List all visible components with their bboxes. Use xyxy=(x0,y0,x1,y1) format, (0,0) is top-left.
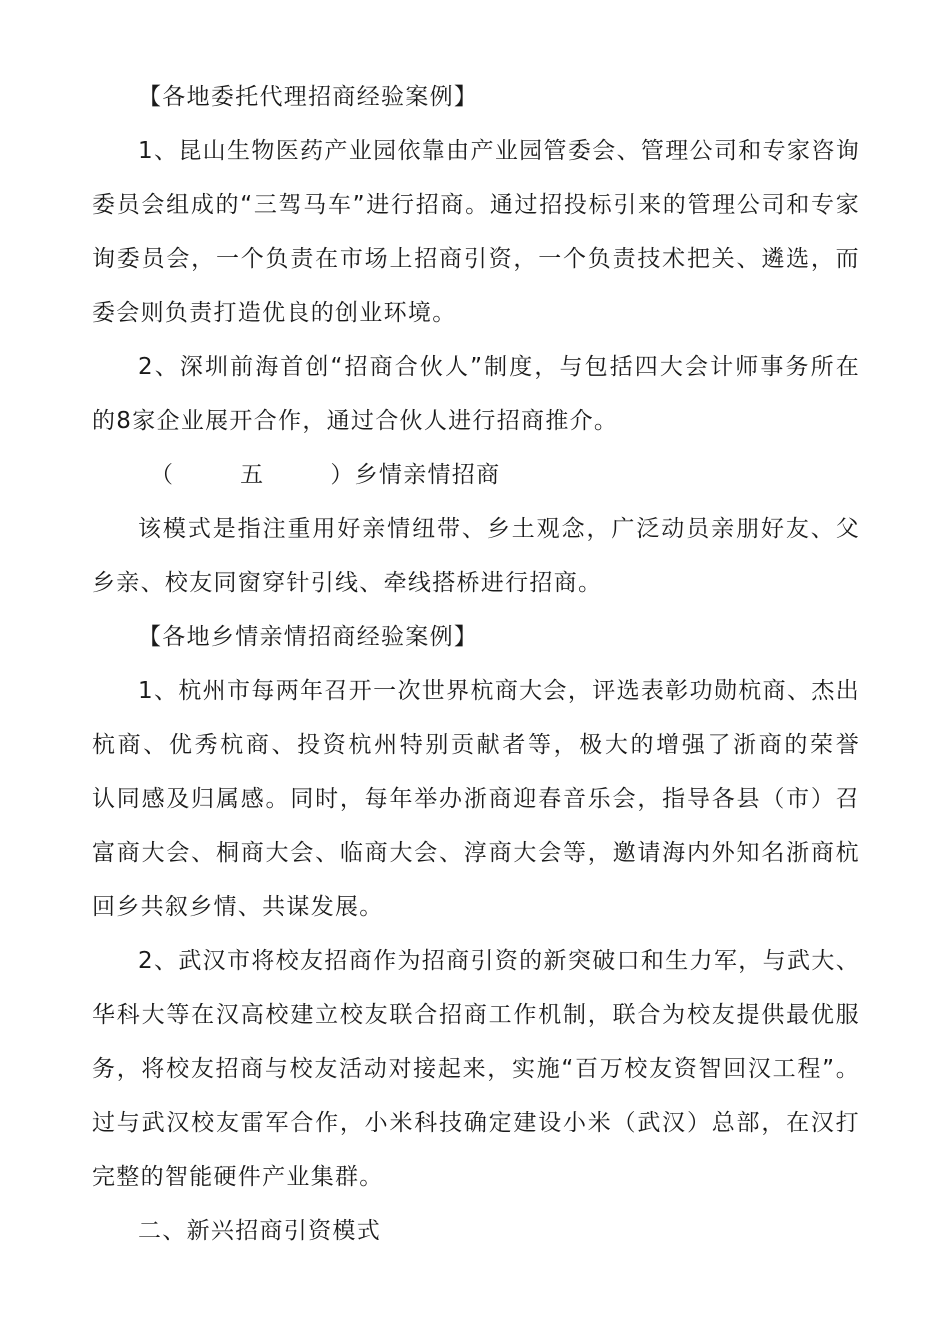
paragraph-line: 该模式是指注重用好亲情纽带、乡土观念，广泛动员亲朋好友、父 xyxy=(138,516,860,542)
paragraph-line: 华科大等在汉高校建立校友联合招商工作机制，联合为校友提供最优服 xyxy=(92,1002,860,1028)
paragraph-line: 的8家企业展开合作，通过合伙人进行招商推介。 xyxy=(92,408,619,434)
paragraph-line: 1、昆山生物医药产业园依靠由产业园管委会、管理公司和专家咨询 xyxy=(138,138,860,164)
heading-hometown-cases: 【各地乡情亲情招商经验案例】 xyxy=(138,624,479,650)
paragraph-line: 认同感及归属感。同时，每年举办浙商迎春音乐会，指导各县（市）召 xyxy=(92,786,860,812)
paragraph-line: 委员会组成的“三驾马车”进行招商。通过招投标引来的管理公司和专家 xyxy=(92,192,860,218)
paragraph-line: 回乡共叙乡情、共谋发展。 xyxy=(92,894,384,920)
paragraph-line: 2、深圳前海首创“招商合伙人”制度，与包括四大会计师事务所在 xyxy=(138,354,860,380)
paragraph-line: 富商大会、桐商大会、临商大会、淳商大会等，邀请海内外知名浙商杭 xyxy=(92,840,860,866)
paragraph-line: 过与武汉校友雷军合作，小米科技确定建设小米（武汉）总部，在汉打 xyxy=(92,1110,860,1136)
heading-agency-cases: 【各地委托代理招商经验案例】 xyxy=(138,84,479,110)
section-number: 五 xyxy=(240,462,265,488)
paren-open: （ xyxy=(150,462,175,488)
paragraph-line: 完整的智能硬件产业集群。 xyxy=(92,1164,384,1190)
paragraph-line: 务，将校友招商与校友活动对接起来，实施“百万校友资智回汉工程”。 xyxy=(92,1056,860,1082)
section-heading-two: 二、新兴招商引资模式 xyxy=(138,1218,381,1244)
section-heading-five xyxy=(92,448,860,502)
paragraph-line: 委会则负责打造优良的创业环境。 xyxy=(92,300,457,326)
document-page xyxy=(92,70,860,1258)
paragraph-line: 乡亲、校友同窗穿针引线、牵线搭桥进行招商。 xyxy=(92,570,603,596)
paragraph-line: 询委员会，一个负责在市场上招商引资，一个负责技术把关、遴选，而 xyxy=(92,246,860,272)
section-title: ）乡情亲情招商 xyxy=(330,462,501,488)
paragraph-line: 2、武汉市将校友招商作为招商引资的新突破口和生力军，与武大、 xyxy=(138,948,860,974)
paragraph-line: 1、杭州市每两年召开一次世界杭商大会，评选表彰功勋杭商、杰出 xyxy=(138,678,860,704)
paragraph-line: 杭商、优秀杭商、投资杭州特别贡献者等，极大的增强了浙商的荣誉 xyxy=(92,732,860,758)
